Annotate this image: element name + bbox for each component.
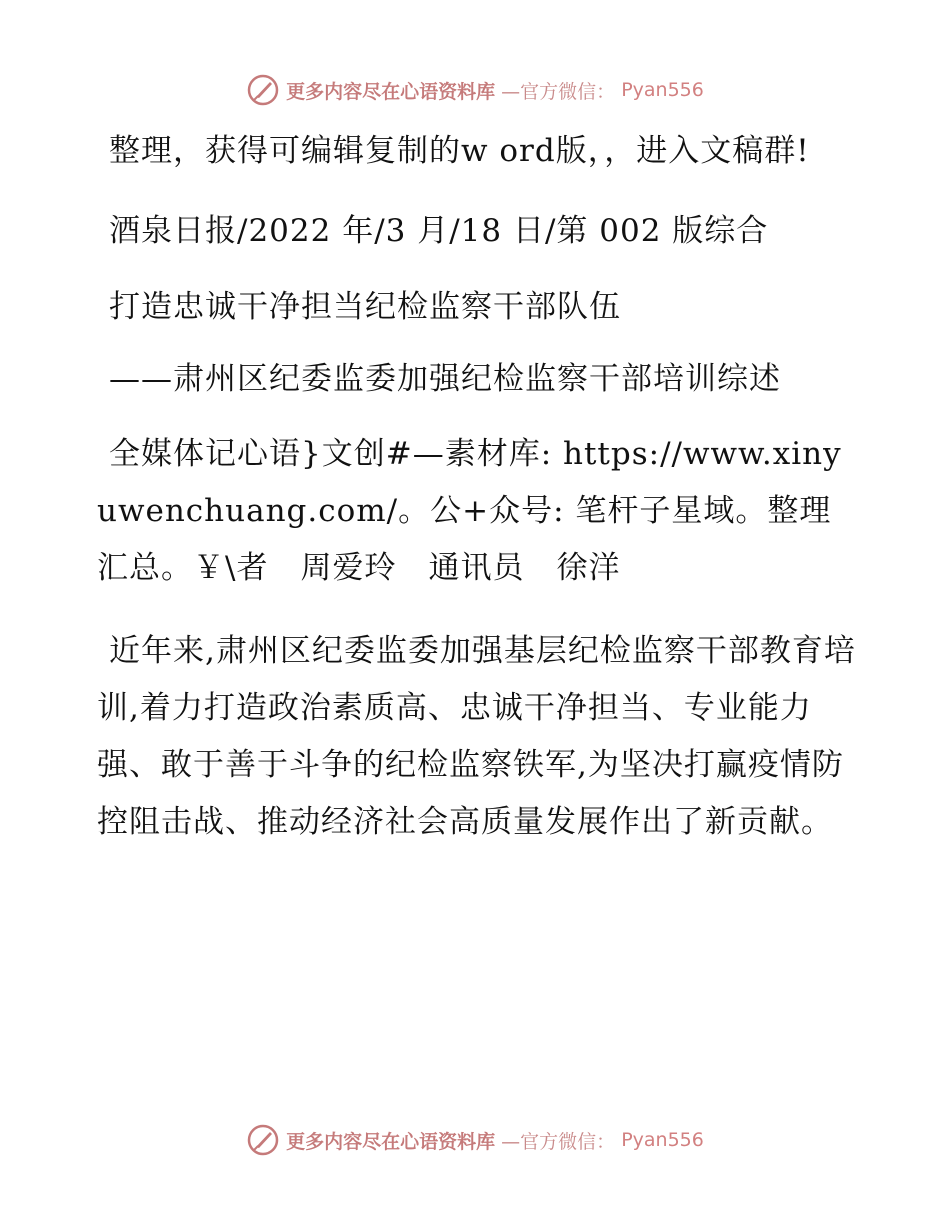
quill-circle-icon (246, 1123, 280, 1157)
watermark-text: 更多内容尽在心语资料库 (286, 1130, 496, 1153)
paragraph-byline: 全媒体记心语}文创#—素材库: https://www.xinyuwenchuang.com/。公+众号: 笔杆子星域。整理汇总。￥\者 周爱玲 通讯员 徐洋 (97, 436, 842, 586)
paragraph-body: 近年来,肃州区纪委监委加强基层纪检监察干部教育培训,着力打造政治素质高、忠诚干净担当、专业能力强、敢于善于斗争的纪检监察铁军,为坚决打赢疫情防控阻击战、推动经济社会高质量发展作出了新贡献。 (97, 633, 856, 840)
watermark-text: 更多内容尽在心语资料库 (286, 80, 496, 103)
watermark-wechat-id: Pyan556 (621, 79, 704, 101)
watermark-separator: —官方微信： (501, 80, 616, 103)
article-subtitle: ——肃州区纪委监委加强纪检监察干部培训综述 (109, 361, 781, 397)
article-title: 打造忠诚干净担当纪检监察干部队伍 (109, 289, 621, 325)
footer-watermark (0, 1120, 950, 1160)
quill-circle-icon (246, 73, 280, 107)
paragraph-intro: 整理，获得可编辑复制的w ord版，，进入文稿群! (109, 133, 810, 169)
paragraph-source: 酒泉日报/2022 年/3 月/18 日/第 002 版综合 (109, 213, 769, 249)
watermark-separator: —官方微信： (501, 1130, 616, 1153)
watermark-wechat-id: Pyan556 (621, 1129, 704, 1151)
header-watermark (0, 70, 950, 110)
document-body (97, 122, 857, 851)
